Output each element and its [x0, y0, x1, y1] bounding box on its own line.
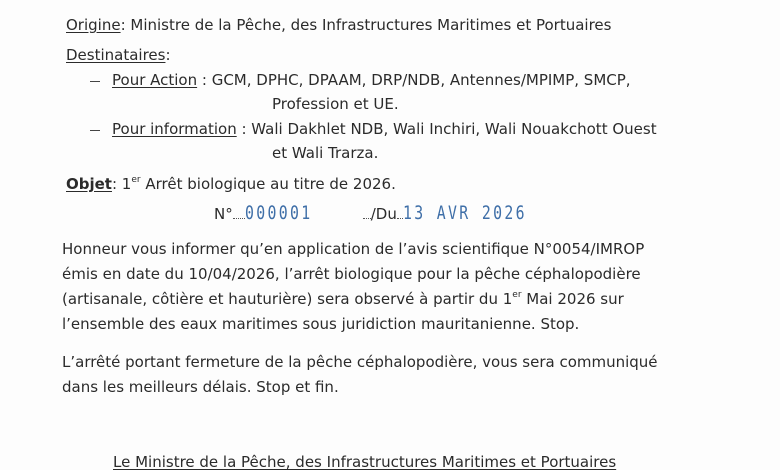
- pour-information-line: [112, 119, 657, 139]
- pour-information-text: : Wali Dakhlet NDB, Wali Inchiri, Wali Nouakchott Ouest: [236, 120, 657, 138]
- objet-sup: er: [131, 175, 141, 185]
- pour-action-line-2: [272, 94, 399, 114]
- pour-action-line: [112, 70, 631, 90]
- body-p1-text-1: Honneur vous informer qu’en application de l’avis scientifique N°0054/IMROP: [62, 240, 645, 258]
- body-p1-text-2: émis en date du 10/04/2026, l’arrêt biologique pour la pêche céphalopodière: [62, 265, 641, 283]
- pour-information-text-2: et Wali Trarza.: [272, 144, 379, 162]
- body-p1-line-1: [62, 239, 644, 259]
- signature-title: Le Ministre de la Pêche, des Infrastructures Maritimes et Portuaires: [113, 453, 617, 471]
- bullet-dash-action: [90, 81, 100, 82]
- body-p1-line-3: [62, 289, 624, 309]
- bullet-dash-information: [90, 130, 100, 131]
- pour-action-text: : GCM, DPHC, DPAAM, DRP/NDB, Antennes/MPIMP, SMCP,: [197, 71, 631, 89]
- origine-line: [66, 15, 611, 35]
- reference-number: 000001: [244, 202, 313, 224]
- origine-text: : Ministre de la Pêche, des Infrastructures Maritimes et Portuaires: [120, 16, 612, 34]
- body-p1-line-2: [62, 264, 641, 284]
- objet-text-post: Arrêt biologique au titre de 2026.: [140, 175, 396, 193]
- origine-label: Origine: [66, 16, 121, 34]
- body-p1-sup: er: [512, 290, 522, 300]
- pour-information-line-2: [272, 143, 378, 163]
- body-p1-line-4: [62, 314, 579, 334]
- reference-date: 13 AVR 2026: [402, 202, 527, 224]
- body-p2-line-2: [62, 377, 339, 397]
- body-p1-text-3-post: Mai 2026 sur: [521, 290, 624, 308]
- reference-du-label: /Du: [370, 205, 397, 223]
- signature-title-line: [113, 452, 616, 472]
- pour-action-text-2: Profession et UE.: [272, 95, 399, 113]
- reference-dots-2: [363, 204, 371, 219]
- body-p1-text-4: l’ensemble des eaux maritimes sous juridiction mauritanienne. Stop.: [62, 315, 580, 333]
- reference-dots-1: [233, 204, 245, 219]
- body-p2-text-1: L’arrêté portant fermeture de la pêche céphalopodière, vous sera communiqué: [62, 353, 658, 371]
- body-p2-text-2: dans les meilleurs délais. Stop et fin.: [62, 378, 339, 396]
- objet-text-pre: : 1: [111, 175, 132, 193]
- body-p2-line-1: [62, 352, 658, 372]
- pour-action-label: Pour Action: [112, 71, 198, 89]
- objet-label: Objet: [66, 175, 112, 193]
- reference-line: [214, 202, 553, 225]
- destinataires-label: Destinataires: [66, 46, 166, 64]
- pour-information-label: Pour information: [112, 120, 237, 138]
- destinataires-line: [66, 45, 171, 65]
- objet-line: [66, 174, 396, 194]
- destinataires-colon: :: [165, 46, 171, 64]
- reference-n-label: N°: [214, 205, 233, 223]
- reference-dots-3: [397, 204, 403, 219]
- body-p1-text-3-pre: (artisanale, côtière et hauturière) sera observé à partir du 1: [62, 290, 513, 308]
